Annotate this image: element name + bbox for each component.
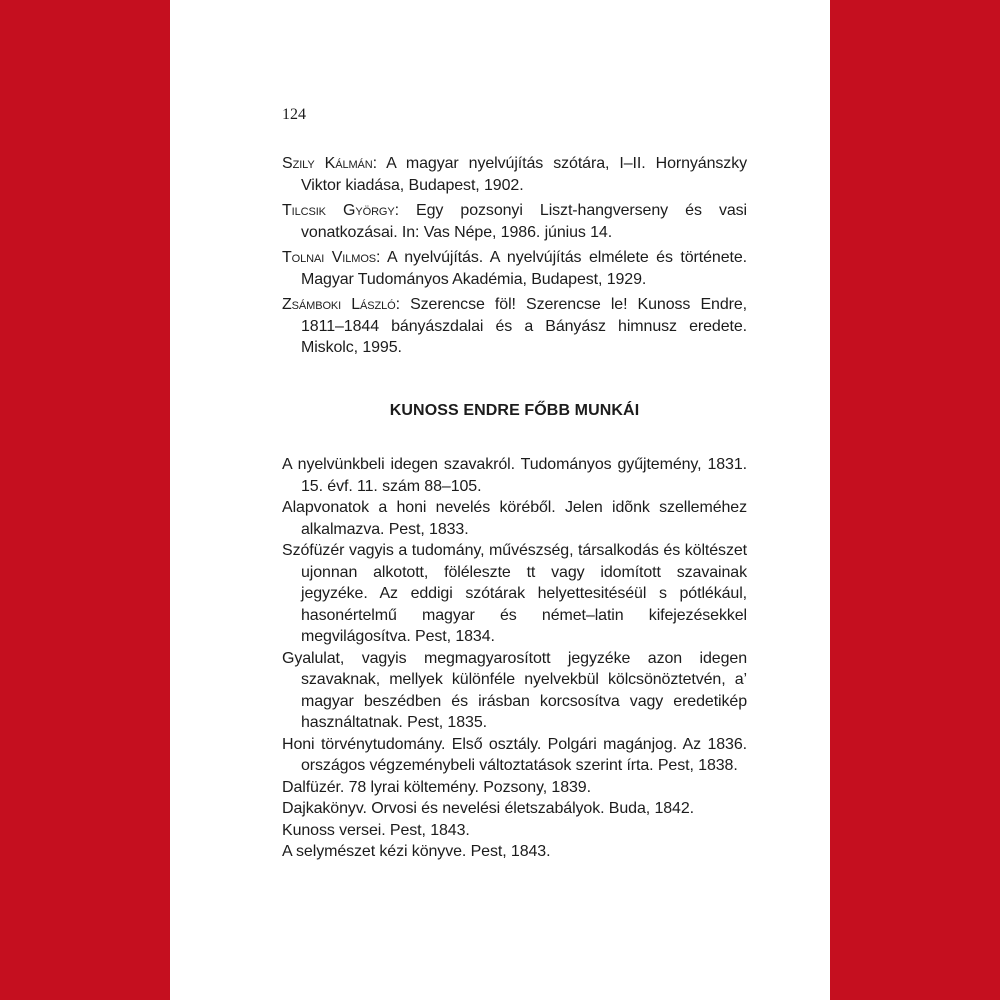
bibliography-entry	[282, 294, 747, 359]
entry-author: Tolnai Vilmos	[282, 249, 377, 266]
bibliography-entry	[282, 247, 747, 290]
work-entry: A selymészet kézi könyve. Pest, 1843.	[282, 843, 551, 860]
work-entry: Gyalulat, vagyis megmagyarosított jegyzéke azon idegen szavaknak, mellyek különféle nyelvekbül kölcsönöztetvén, a’ magyar beszédben és irásban korcsosítva vagy eredetikép használtatnak. Pest, 1835.	[282, 649, 747, 731]
section-heading: KUNOSS ENDRE FŐBB MUNKÁI	[389, 402, 640, 419]
entry-author: Szily Kálmán	[282, 155, 373, 172]
bibliography-list	[282, 153, 747, 363]
work-entry: Kunoss versei. Pest, 1843.	[282, 821, 470, 839]
entry-text: : A magyar nyelvújítás szótára, I–II. Hornyánszky Viktor kiadása, Budapest, 1902.	[301, 155, 747, 194]
works-list	[282, 454, 747, 863]
book-page	[170, 0, 830, 1000]
entry-author: Tilcsik György	[282, 202, 395, 219]
bibliography-entry	[282, 153, 747, 196]
entry-author: Zsámboki László	[282, 296, 396, 313]
work-entry: Alapvonatok a honi nevelés köréből. Jelen idõnk szelleméhez alkalmazva. Pest, 1833.	[282, 499, 747, 538]
entry-text: : Szerencse föl! Szerencse le! Kunoss Endre, 1811–1844 bányászdalai és a Bányász himnusz eredete. Miskolc, 1995.	[301, 296, 748, 356]
work-entry: Dajkakönyv. Orvosi és nevelési életszabályok. Buda, 1842.	[282, 800, 695, 817]
work-entry: Szófüzér vagyis a tudomány, művészség, társalkodás és költészet ujonnan alkotott, föléleszte tt vagy idomított szavainak jegyzéke. Az eddigi szótárak helyettesitéséül s pótlékául, hasonértelmű magyar és német–latin kifejezésekkel megvilágosítva. Pest, 1834.	[282, 542, 747, 645]
entry-text: : Egy pozsonyi Liszt-hangverseny és vasi vonatkozásai. In: Vas Népe, 1986. június 14.	[301, 202, 747, 241]
entry-text: : A nyelvújítás. A nyelvújítás elmélete és története. Magyar Tudományos Akadémia, Budapest, 1929.	[301, 249, 747, 288]
work-entry: A nyelvünkbeli idegen szavakról. Tudományos gyűjtemény, 1831. 15. évf. 11. szám 88–105.	[282, 456, 747, 495]
work-entry: Dalfüzér. 78 lyrai költemény. Pozsony, 1839.	[282, 778, 591, 796]
work-entry: Honi törvénytudomány. Első osztály. Polgári magánjog. Az 1836. országos végzeménybeli változtatások szerint írta. Pest, 1838.	[282, 735, 747, 774]
page-number: 124	[282, 106, 306, 123]
bibliography-entry	[282, 200, 747, 243]
